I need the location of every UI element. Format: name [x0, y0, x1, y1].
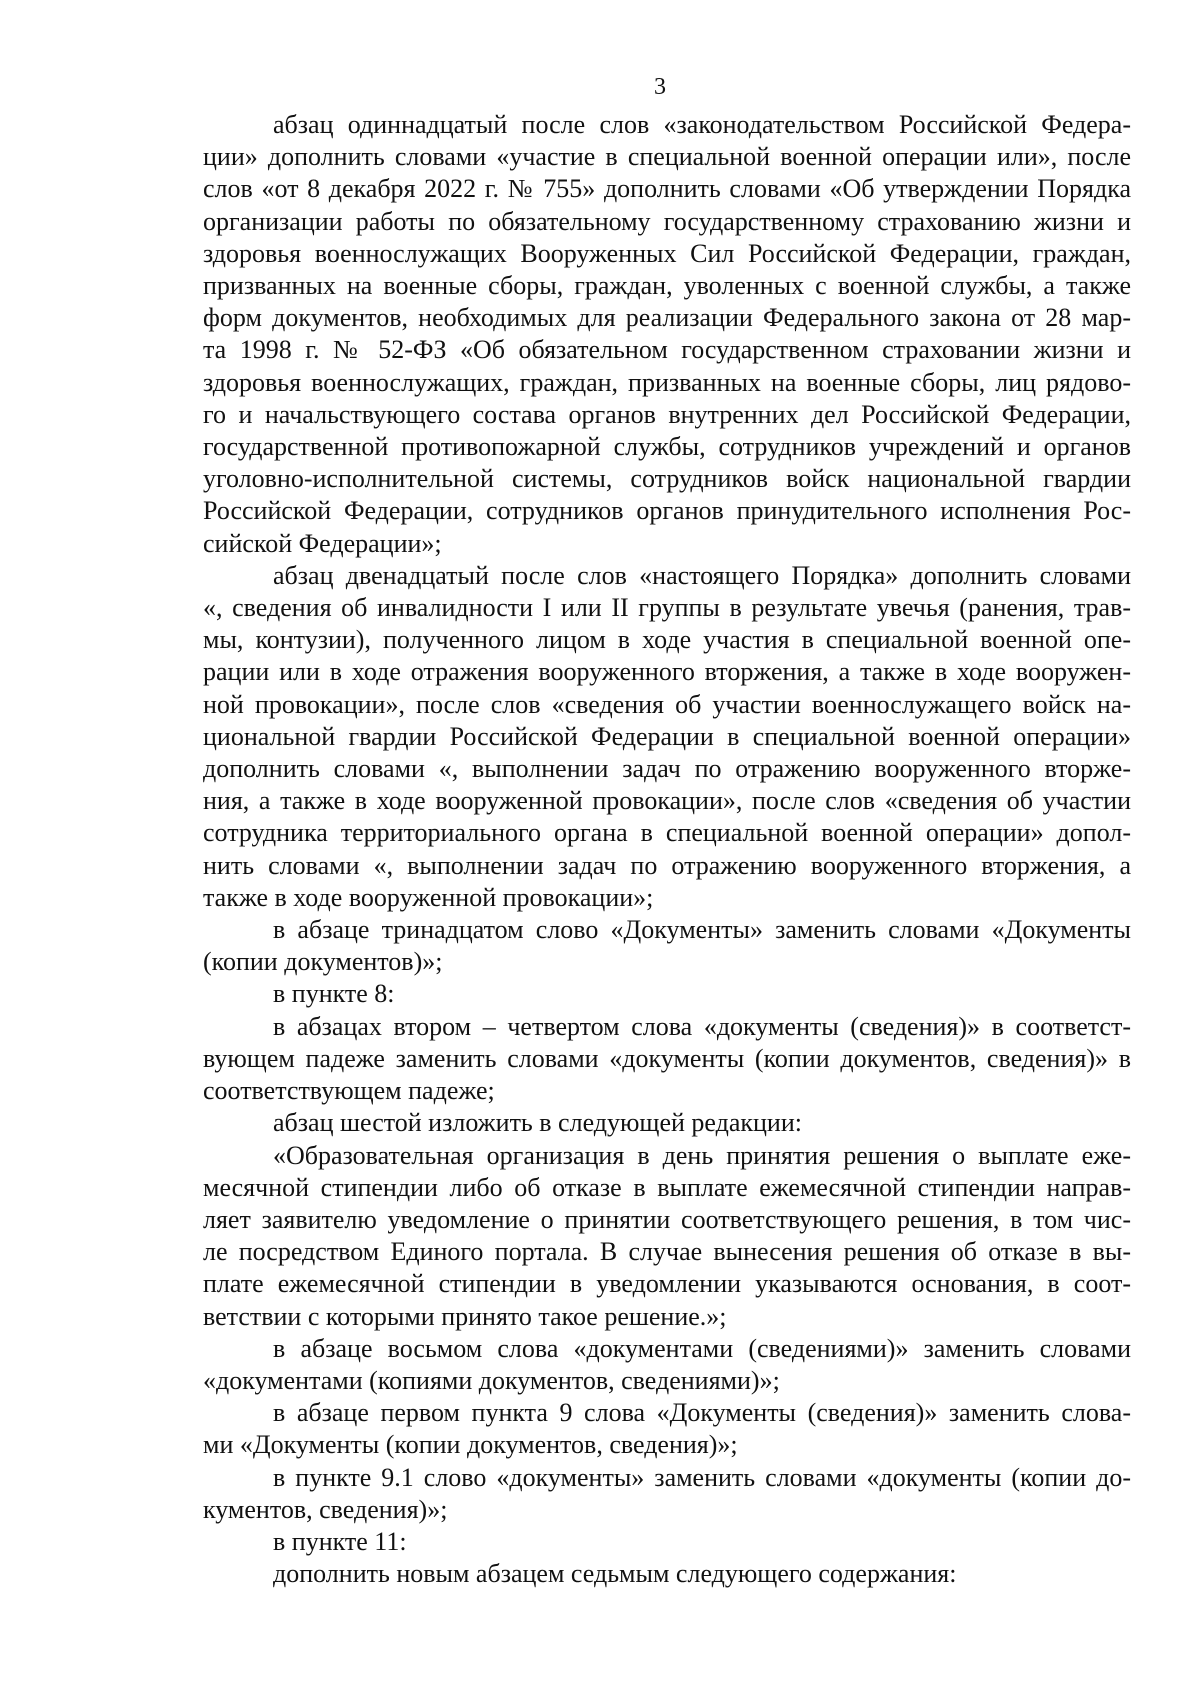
text-line: в абзацах втором – четвертом слова «документы (сведения)» в соответст- — [273, 1011, 1131, 1041]
text-line: месячной стипендии либо об отказе в выплате ежемесячной стипендии направ- — [203, 1172, 1131, 1202]
document-body — [203, 109, 1131, 1590]
text-line: государственной противопожарной службы, сотрудников учреждений и органов — [203, 432, 1131, 462]
text-line: «документами (копиями документов, сведениями)»; — [203, 1365, 780, 1395]
text-line: «Образовательная организация в день принятия решения о выплате еже- — [273, 1140, 1131, 1170]
text-line: ми «Документы (копии документов, сведения)»; — [203, 1430, 738, 1460]
text-line: дополнить новым абзацем седьмым следующего содержания: — [273, 1559, 957, 1589]
text-line: соответствующем падеже; — [203, 1076, 495, 1106]
text-line: ной провокации», после слов «сведения об участии военнослужащего войск на- — [203, 689, 1131, 719]
text-line: в абзаце первом пункта 9 слова «Документы (сведения)» заменить слова- — [273, 1398, 1131, 1428]
text-line: форм документов, необходимых для реализации Федерального закона от 28 мар- — [203, 303, 1131, 333]
text-line: сийской Федерации»; — [203, 528, 442, 558]
text-line: та 1998 г. № 52-ФЗ «Об обязательном государственном страховании жизни и — [203, 335, 1131, 365]
text-line: ле посредством Единого портала. В случае вынесения решения об отказе в вы- — [203, 1237, 1131, 1267]
text-line: в пункте 11: — [273, 1526, 407, 1556]
text-line: ветствии с которыми принято такое решение.»; — [203, 1301, 727, 1331]
text-line: мы, контузии), полученного лицом в ходе участия в специальной военной опе- — [203, 625, 1131, 655]
text-line: кументов, сведения)»; — [203, 1494, 448, 1524]
text-line: призванных на военные сборы, граждан, уволенных с военной службы, а также — [203, 271, 1131, 301]
text-line: (копии документов)»; — [203, 947, 443, 977]
text-line: абзац одиннадцатый после слов «законодательством Российской Федера- — [273, 110, 1131, 139]
text-line: ния, а также в ходе вооруженной провокации», после слов «сведения об участии — [203, 786, 1131, 816]
text-line: в абзаце восьмом слова «документами (сведениями)» заменить словами — [273, 1333, 1131, 1363]
text-line: уголовно-исполнительной системы, сотрудников войск национальной гвардии — [203, 464, 1131, 494]
text-line: ции» дополнить словами «участие в специальной военной операции или», после — [203, 142, 1131, 172]
text-line: рации или в ходе отражения вооруженного вторжения, а также в ходе вооружен- — [203, 657, 1131, 687]
text-line: в пункте 8: — [273, 979, 395, 1009]
text-line: «, сведения об инвалидности I или II группы в результате увечья (ранения, трав- — [203, 593, 1131, 623]
text-line: абзац шестой изложить в следующей редакции: — [273, 1108, 802, 1138]
text-line: абзац двенадцатый после слов «настоящего Порядка» дополнить словами — [273, 560, 1131, 590]
text-line: ляет заявителю уведомление о принятии соответствующего решения, в том чис- — [203, 1204, 1131, 1234]
text-line: здоровья военнослужащих Вооруженных Сил Российской Федерации, граждан, — [203, 238, 1131, 268]
text-line: плате ежемесячной стипендии в уведомлении указываются основания, в соот- — [203, 1269, 1131, 1299]
text-line: нить словами «, выполнении задач по отражению вооруженного вторжения, а — [203, 850, 1131, 880]
text-line: в абзаце тринадцатом слово «Документы» заменить словами «Документы — [273, 915, 1131, 945]
page-number: 3 — [654, 74, 666, 100]
text-line: здоровья военнослужащих, граждан, призванных на военные сборы, лиц рядово- — [203, 367, 1131, 397]
text-line: дополнить словами «, выполнении задач по отражению вооруженного вторже- — [203, 754, 1131, 784]
text-line: слов «от 8 декабря 2022 г. № 755» дополнить словами «Об утверждении Порядка — [203, 174, 1131, 204]
text-line: циональной гвардии Российской Федерации в специальной военной операции» — [203, 721, 1131, 751]
text-line: в пункте 9.1 слово «документы» заменить словами «документы (копии до- — [273, 1462, 1131, 1492]
text-line: также в ходе вооруженной провокации»; — [203, 882, 654, 912]
text-line: организации работы по обязательному государственному страхованию жизни и — [203, 206, 1131, 236]
text-line: сотрудника территориального органа в специальной военной операции» допол- — [203, 818, 1131, 848]
text-line: вующем падеже заменить словами «документы (копии документов, сведения)» в — [203, 1043, 1131, 1073]
text-line: го и начальствующего состава органов внутренних дел Российской Федерации, — [203, 399, 1131, 429]
text-line: Российской Федерации, сотрудников органов принудительного исполнения Рос- — [203, 496, 1131, 526]
